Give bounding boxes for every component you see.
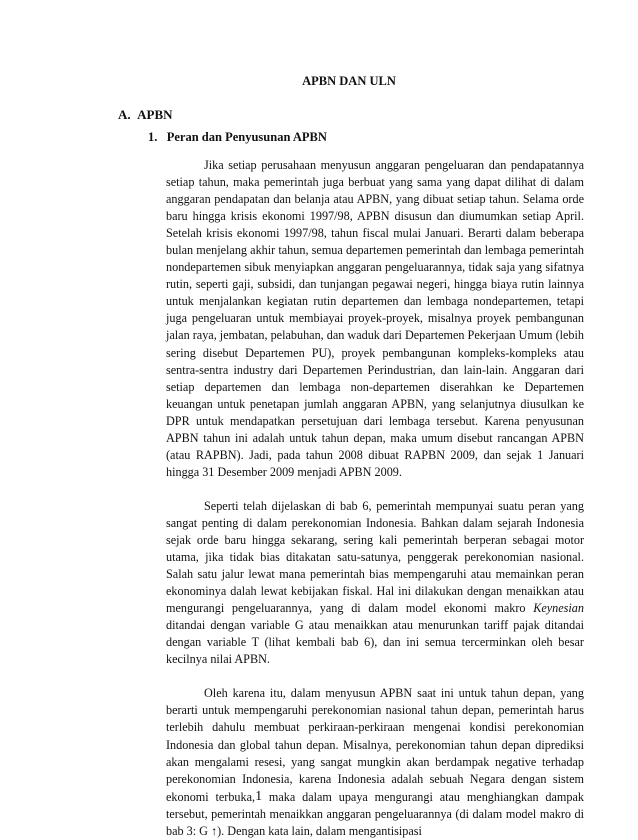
paragraph-2-text-a: Seperti telah dijelaskan di bab 6, pemerintah mempunyai suatu peran yang sangat penting di dalam perekonomian Indonesia. Bahkan dalam sejarah Indonesia sejak orde baru hingga sekarang, sering kali pemerintah berperan sebagai motor utama, jika tidak bias ditakatan satu-satunya, penggerak perekonomian nasional. Salah satu jalur lewat mana pemerintah bias mempengaruhi atau memainkan peran ekonominya dalah lewat kebijakan fiskal. Hal ini dilakukan dengan menaikkan atau mengurangi pengeluarannya, yang di dalam model ekonomi makro (166, 498, 584, 616)
subsection-title: Peran dan Penyusunan APBN (166, 130, 327, 144)
paragraph-1: Jika setiap perusahaan menyusun anggaran pengeluaran dan pendapatannya setiap tahun, maka pemerintah juga berbuat yang sama yang dapat dilihat di dalam anggaran pendapatan dan belanja atau APBN, yang dibuat setiap tahun. Selama orde baru hingga krisis ekonomi 1997/98, APBN disusun dan diumumkan setiap April. Setelah krisis ekonomi 1997/98, tahun fiscal mulai Januari. Berarti dalam beberapa bulan menjelang akhir tahun, semua departemen pemerintah dan lembaga pemerintah nondepartemen sibuk menyiapkan anggaran pengeluarannya, tidak saja yang sifatnya rutin, seperti gaji, subsidi, dan tunjangan pegawai negeri, hingga biaya rutin lainnya untuk menjalankan kegiatan rutin departemen dan lembaga nondepartemen, tetapi juga pengeluaran untuk membiayai proyek-proyek, misalnya proyek pembangunan jalan raya, jembatan, pelabuhan, dan waduk dari Departemen Pekerjaan Umum (lebih sering disebut Departemen PU), proyek pembangunan kompleks-kompleks atau sentra-sentra industry dari Departemen Perindustrian, dan lain-lain. Anggaran dari setiap departemen dan lembaga non-departemen diserahkan ke Departemen keuangan untuk penetapan jumlah anggaran APBN, yang selanjutnya diusulkan ke DPR untuk mendapatkan persetujuan dari lembaga tersebut. Karena penyusunan APBN tahun ini adalah untuk tahun depan, maka umum disebut rancangan APBN (atau RAPBN). Jadi, pada tahun 2008 dibuat RAPBN 2009, dan sejak 1 Januari hingga 31 Desember 2009 menjadi APBN 2009. (166, 158, 584, 479)
body-text (166, 157, 584, 840)
section-title: APBN (137, 107, 173, 122)
subsection-heading (148, 130, 327, 145)
footnote-marker[interactable]: 1 (255, 788, 263, 804)
paragraph-3 (166, 685, 584, 839)
page-title: APBN DAN ULN (302, 74, 396, 88)
section-heading (118, 107, 173, 123)
section-label: A. (118, 107, 131, 122)
subsection-label: 1. (148, 130, 158, 144)
paragraph-2-italic-term: Keynesian (533, 601, 584, 616)
paragraph-2-text-b: ditandai dengan variable G atau menaikkan atau menurunkan tariff pajak ditandai dengan variable T (lihat kembali bab 6), dan ini semua tercerminkan oleh besar kecilnya nilai APBN. (166, 618, 584, 667)
paragraph-3-text-b: maka dalam upaya mengurangi atau menghiangkan dampak tersebut, pemerintah menaikkan anggaran pengeluarannya (di dalam model makro di bab 3: G ↑). Dengan kata lain, dalam mengantisipasi (166, 789, 584, 838)
paragraph-3-text-a: Oleh karena itu, dalam menyusun APBN saat ini untuk tahun depan, yang berarti untuk mempengaruhi perekonomian nasional tahun depan, pemerintah harus terlebih dahulu membuat perkiraan-perkiraan mengenai kondisi perekonomian Indonesia dan global tahun depan. Misalnya, perekonomian tahun depan diprediksi akan mengalami resesi, yang sangat mungkin akan berdampak negative terhadap perekonomian Indonesia, karena Indonesia adalah sebuah Negara dengan sistem ekonomi terbuka, (166, 686, 584, 804)
paragraph-2 (166, 498, 584, 668)
